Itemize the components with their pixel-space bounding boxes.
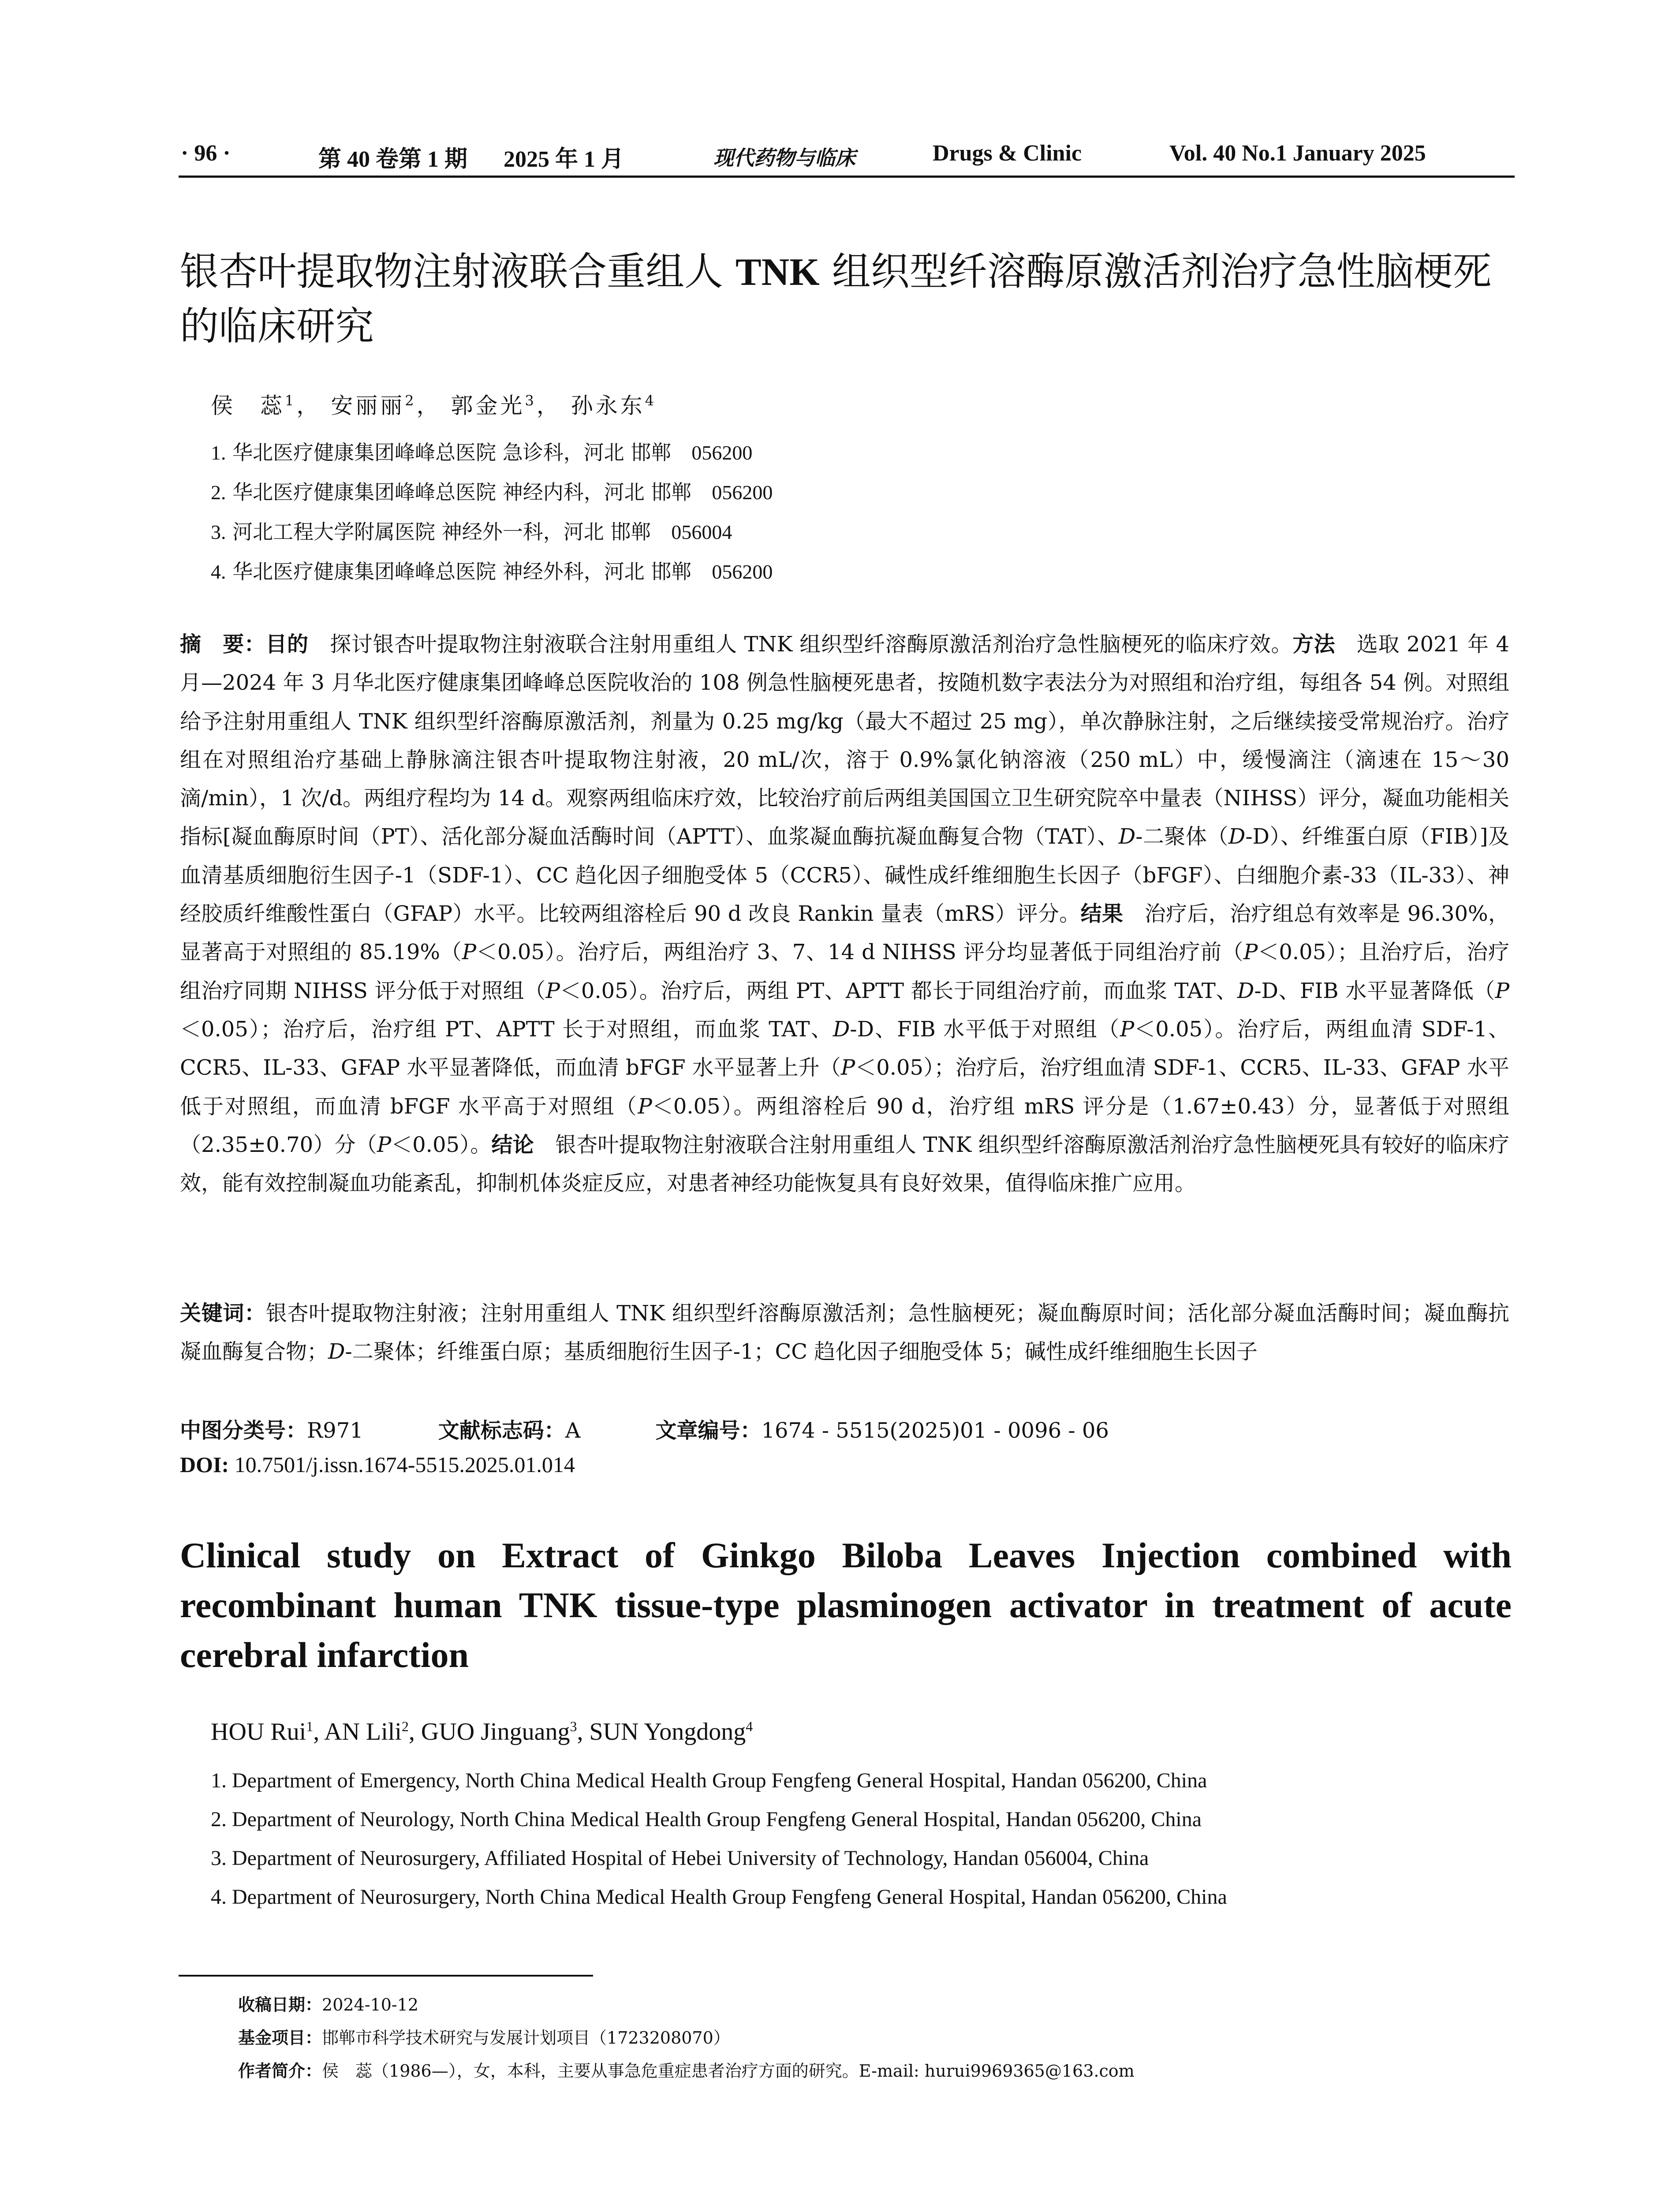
author-name: AN Lili	[324, 1718, 402, 1745]
author-name: 安丽丽	[331, 393, 405, 419]
author-name: 孙永东	[571, 393, 645, 419]
affiliation-cn: 4. 华北医疗健康集团峰峰总医院 神经外科，河北 邯郸 056200	[211, 560, 773, 583]
footnote-fund: 基金项目：邯郸市科学技术研究与发展计划项目（1723208070）	[238, 2028, 730, 2048]
affiliation-cn: 2. 华北医疗健康集团峰峰总医院 神经内科，河北 邯郸 056200	[211, 480, 773, 504]
article-title-en: Clinical study on Extract of Ginkgo Biloba Leaves Injection combined with recombinant human TNK tissue-type plasminogen activator in treatment of acute cerebral infarction	[180, 1535, 1512, 1675]
affiliation-en: 4. Department of Neurosurgery, North China Medical Health Group Fengfeng General Hospital, Handan 056200, China	[211, 1885, 1227, 1909]
journal-name-cn: 现代药物与临床	[713, 146, 855, 170]
volume-issue-cn: 第 40 卷第 1 期	[318, 147, 468, 172]
affiliation-en: 3. Department of Neurosurgery, Affiliated Hospital of Hebei University of Technology, Handan 056004, China	[211, 1846, 1149, 1870]
affiliation-cn: 3. 河北工程大学附属医院 神经外一科，河北 邯郸 056004	[211, 520, 732, 544]
author-name: 侯 蕊	[211, 393, 285, 419]
footnote-author: 作者简介：侯 蕊（1986—），女，本科，主要从事急危重症患者治疗方面的研究。E-mail: hurui9969365@163.com	[238, 2061, 1135, 2081]
header-rule	[179, 176, 1515, 178]
classification-line: 中图分类号：R971 文献标志码：A 文章编号：1674 - 5515(2025)01 - 0096 - 06	[180, 1418, 1109, 1443]
author-name: SUN Yongdong	[589, 1718, 746, 1745]
affiliation-en: 2. Department of Neurology, North China Medical Health Group Fengfeng General Hospital, Handan 056200, China	[211, 1808, 1202, 1831]
date-cn: 2025 年 1 月	[504, 147, 624, 172]
footnote-received: 收稿日期：2024-10-12	[238, 1995, 419, 2014]
article-title-cn: 银杏叶提取物注射液联合重组人 TNK 组织型纤溶酶原激活剂治疗急性脑梗死的临床研究	[180, 249, 1492, 349]
author-list-cn: 侯 蕊$^1$， 安丽丽$^2$， 郭金光$^3$， 孙永东$^4$	[211, 392, 657, 419]
author-name: 郭金光	[451, 393, 525, 419]
affiliation-en: 1. Department of Emergency, North China Medical Health Group Fengfeng General Hospital, Handan 056200, China	[211, 1769, 1207, 1792]
author-name: GUO Jinguang	[421, 1718, 570, 1745]
author-list-en: HOU Rui$^1$, AN Lili$^2$, GUO Jinguang$^3$, SUN Yongdong$^4$	[211, 1718, 753, 1745]
doi: DOI: 10.7501/j.issn.1674-5515.2025.01.014	[180, 1452, 575, 1477]
author-name: HOU Rui	[211, 1718, 306, 1745]
affiliation-cn: 1. 华北医疗健康集团峰峰总医院 急诊科，河北 邯郸 056200	[211, 441, 753, 464]
abstract-cn: 摘 要：目的 探讨银杏叶提取物注射液联合注射用重组人 TNK 组织型纤溶酶原激活剂治疗急性脑梗死的临床疗效。方法 选取 2021 年 4 月—2024 年 3 月华北医疗健康集团峰峰总医院收治的 108 例急性脑梗死患者，按随机数字表法分为对照组和治疗组，每组各 54 例。对照组给予注射用重组人 TNK 组织型纤溶酶原激活剂，剂量为 0.25 mg/kg（最大不超过 25 mg），单次静脉注射，之后继续接受常规治疗。治疗组在对照组治疗基础上静脉滴注银杏叶提取物注射液，20 mL/次，溶于 0.9%氯化钠溶液（250 mL）中，缓慢滴注（滴速在 15～30 滴/min），1 次/d。两组疗程均为 14 d。观察两组临床疗效，比较治疗前后两组美国国立卫生研究院卒中量表（NIHSS）评分，凝血功能相关指标[凝血酶原时间（PT）、活化部分凝血活酶时间（APTT）、血浆凝血酶抗凝血酶复合物（TAT）、D-二聚体（D-D）、纤维蛋白原（FIB）]及血清基质细胞衍生因子-1（SDF-1）、CC 趋化因子细胞受体 5（CCR5）、碱性成纤维细胞生长因子（bFGF）、白细胞介素-33（IL-33）、神经胶质纤维酸性蛋白（GFAP）水平。比较两组溶栓后 90 d 改良 Rankin 量表（mRS）评分。结果 治疗后，治疗组总有效率是 96.30%，显著高于对照组的 85.19%（P＜0.05）。治疗后，两组治疗 3、7、14 d NIHSS 评分均显著低于同组治疗前（P＜0.05）；且治疗后，治疗组治疗同期 NIHSS 评分低于对照组（P＜0.05）。治疗后，两组 PT、APTT 都长于同组治疗前，而血浆 TAT、D-D、FIB 水平显著降低（P＜0.05）；治疗后，治疗组 PT、APTT 长于对照组，而血浆 TAT、D-D、FIB 水平低于对照组（P＜0.05）。治疗后，两组血清 SDF-1、CCR5、IL-33、GFAP 水平显著降低，而血清 bFGF 水平显著上升（P＜0.05）；治疗后，治疗组血清 SDF-1、CCR5、IL-33、GFAP 水平低于对照组，而血清 bFGF 水平高于对照组（P＜0.05）。两组溶栓后 90 d，治疗组 mRS 评分是（1.67±0.43）分，显著低于对照组（2.35±0.70）分（P＜0.05）。结论 银杏叶提取物注射液联合注射用重组人 TNK 组织型纤溶酶原激活剂治疗急性脑梗死具有较好的临床疗效，能有效控制凝血功能紊乱，抑制机体炎症反应，对患者神经功能恢复具有良好效果，值得临床推广应用。	[180, 632, 1509, 1196]
journal-name-en: Drugs & Clinic	[933, 141, 1082, 166]
volume-issue-en: Vol. 40 No.1 January 2025	[1169, 141, 1426, 166]
footnote-rule	[179, 1975, 593, 1977]
keywords-cn: 关键词：银杏叶提取物注射液；注射用重组人 TNK 组织型纤溶酶原激活剂；急性脑梗死；凝血酶原时间；活化部分凝血活酶时间；凝血酶抗凝血酶复合物；D-二聚体；纤维蛋白原；基质细胞衍生因子-1；CC 趋化因子细胞受体 5；碱性成纤维细胞生长因子	[180, 1301, 1509, 1364]
page-number: · 96 ·	[181, 141, 231, 166]
